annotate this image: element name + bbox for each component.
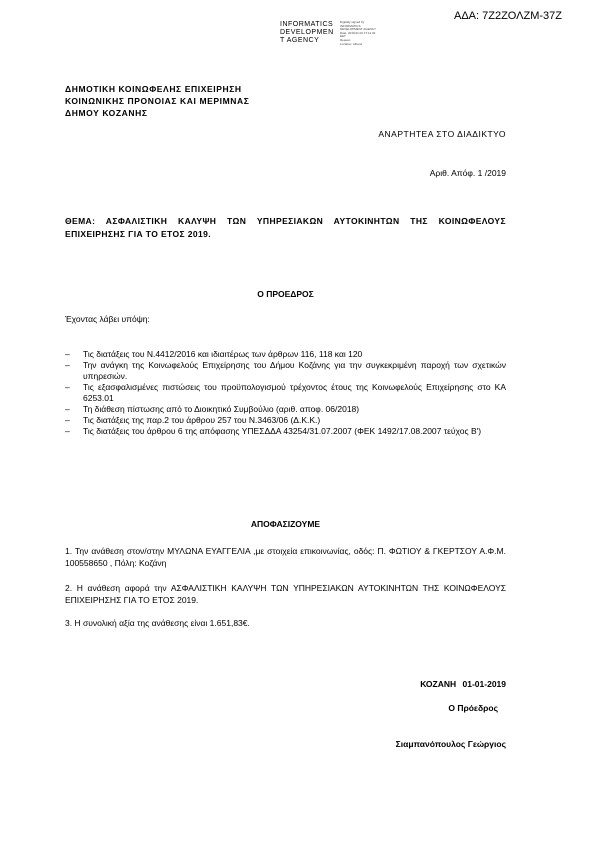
list-item-text: Τις διατάξεις του άρθρου 6 της απόφασης ΥΠΕΣΔΔΑ 43254/31.07.2007 (ΦΕΚ 1492/17.08.2007 τεύχος Β') (83, 426, 482, 436)
bullet-dash: – (65, 415, 70, 425)
considering-intro: Έχοντας λάβει υπόψη: (65, 314, 150, 324)
ada-code: ΑΔΑ: 7Ζ2ΖΟΛΖΜ-37Ζ (453, 10, 562, 22)
stamp-detail-line: DEVELOPMENT AGENCY (340, 27, 376, 32)
decision-paragraph: 2. Η ανάθεση αφορά την ΑΣΦΑΛΙΣΤΙΚΗ ΚΑΛΥΨΗ ΤΩΝ ΥΠΗΡΕΣΙΑΚΩΝ ΑΥΤΟΚΙΝΗΤΩΝ ΤΗΣ ΚΟΙΝΩΦΕΛΟΥΣ ΕΠΙΧΕΙΡΗΣΗΣ ΓΙΑ ΤΟ ΕΤΟΣ 2019. (65, 583, 506, 605)
stamp-detail-line: EET (340, 34, 346, 39)
stamp-line: T AGENCY (280, 37, 320, 44)
decision-paragraph: 3. Η συνολική αξία της ανάθεσης είναι 1.651,83€. (65, 618, 250, 628)
stamp-title (280, 21, 334, 45)
list-item (65, 404, 506, 415)
stamp-detail-line: Location: Athens (340, 41, 363, 46)
bullet-dash: – (65, 360, 70, 370)
stamp-line: DEVELOPMEN (280, 29, 334, 36)
posting-note: ΑΝΑΡΤΗΤΕΑ ΣΤΟ ΔΙΑΔΙΚΤΥΟ (378, 129, 506, 139)
list-item (65, 415, 506, 426)
subject: ΘΕΜΑ: ΑΣΦΑΛΙΣΤΙΚΗ ΚΑΛΥΨΗ ΤΩΝ ΥΠΗΡΕΣΙΑΚΩΝ ΑΥΤΟΚΙΝΗΤΩΝ ΤΗΣ ΚΟΙΝΩΦΕΛΟΥΣ ΕΠΙΧΕΙΡΗΣΗΣ ΓΙΑ ΤΟ ΕΤΟΣ 2019. (65, 216, 506, 239)
stamp-line: INFORMATICS (280, 21, 334, 28)
signer-name: Σιαμπανόπουλος Γεώργιος (395, 739, 506, 749)
president-heading: Ο ΠΡΟΕΔΡΟΣ (257, 289, 314, 299)
list-item-text: Τις διατάξεις του Ν.4412/2016 και ιδιαιτέρως των άρθρων 116, 118 και 120 (83, 349, 363, 359)
list-item (65, 382, 506, 404)
stamp-detail-line: Digitally signed by (340, 20, 365, 24)
list-item-text: Την ανάγκη της Κοινωφελούς Επιχείρησης του Δήμου Κοζάνης για την συγκεκριμένη παροχή των σχετικών υπηρεσιών. (83, 360, 506, 381)
signer-role: Ο Πρόεδρος (448, 703, 498, 713)
list-item-text: Τις εξασφαλισμένες πιστώσεις του προϋπολογισμού τρέχοντος έτους της Κοινωφελούς Επιχείρησης στο ΚΑ 6253.01 (83, 382, 506, 403)
list-item-text: Τις διατάξεις της παρ.2 του άρθρου 257 του Ν.3463/06 (Δ.Κ.Κ.) (83, 415, 321, 425)
decide-heading: ΑΠΟΦΑΣΙΖΟΥΜΕ (250, 519, 321, 529)
decision-paragraph: 1. Την ανάθεση στον/στην ΜΥΛΩΝΑ ΕΥΑΓΓΕΛΙΑ ,με στοιχεία επικοινωνίας, οδός: Π. ΦΩΤΙΟΥ & ΓΚΕΡΤΣΟΥ Α.Φ.Μ. 100558650 , Πόλη: Κοζάνη (65, 546, 506, 568)
considerations-list (65, 349, 506, 437)
stamp-detail-line: Date: 2019.01.02 17:11:32 (340, 30, 376, 35)
stamp-details (340, 21, 392, 46)
stamp-detail-line: INFORMATICS (340, 23, 361, 28)
place-date: ΚΟΖΑΝΗ 01-01-2019 (420, 679, 506, 689)
list-item-text: Τη διάθεση πίστωσης από το Διοικητικό Συμβούλιο (αριθ. αποφ. 06/2018) (83, 404, 360, 414)
issuer-line: ΔΗΜΟΥ ΚΟΖΑΝΗΣ (65, 108, 148, 118)
issuer-line: ΚΟΙΝΩΝΙΚΗΣ ΠΡΟΝΟΙΑΣ ΚΑΙ ΜΕΡΙΜΝΑΣ (65, 96, 250, 106)
bullet-dash: – (65, 349, 70, 359)
bullet-dash: – (65, 426, 70, 436)
list-item (65, 360, 506, 382)
decision-number: Αριθ. Απόφ. 1 /2019 (429, 168, 506, 178)
issuer-block (65, 83, 250, 119)
list-item (65, 426, 506, 437)
bullet-dash: – (65, 404, 70, 414)
list-item (65, 349, 506, 360)
issuer-line: ΔΗΜΟΤΙΚΗ ΚΟΙΝΩΦΕΛΗΣ ΕΠΙΧΕΙΡΗΣΗ (65, 84, 242, 94)
bullet-dash: – (65, 382, 70, 392)
digital-signature-stamp (280, 20, 376, 46)
stamp-detail-line: Reason: (340, 37, 352, 42)
